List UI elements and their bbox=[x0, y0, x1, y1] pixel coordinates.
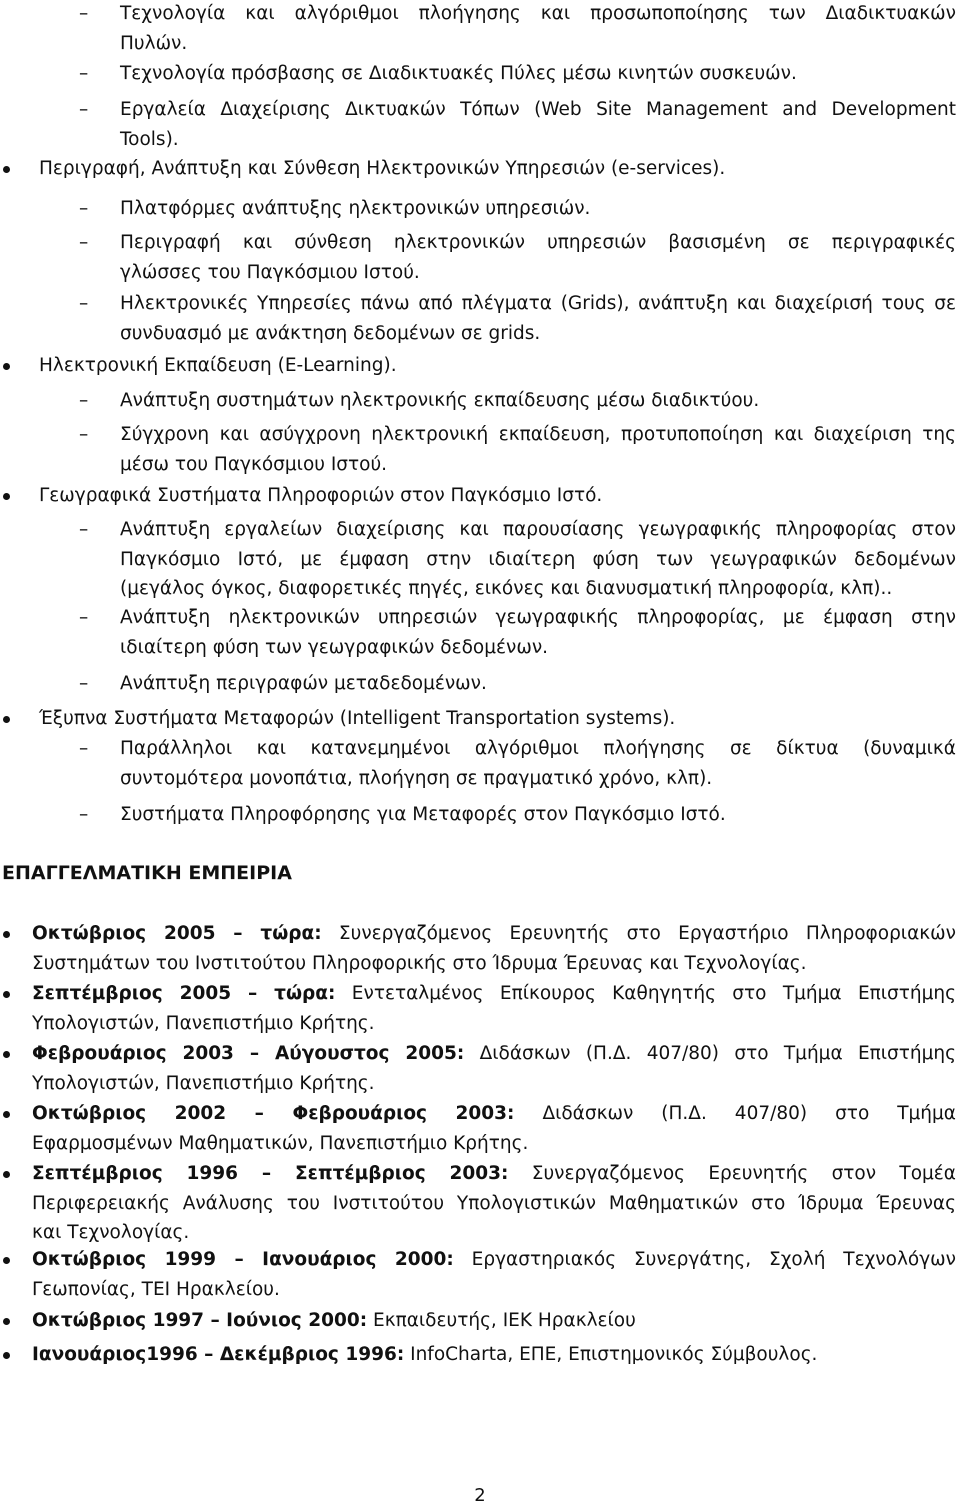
sub-item-line: Πυλών. bbox=[120, 32, 188, 54]
period-colon: : bbox=[446, 1249, 454, 1270]
experience-item bbox=[32, 1307, 956, 1334]
experience-continuation: Εφαρμοσμένων Μαθηματικών, Πανεπιστήμιο Κρήτης. bbox=[32, 1132, 529, 1154]
sub-item-line: συντομότερα μονοπάτια, πλοήγηση σε πραγματικό χρόνο, κλπ). bbox=[120, 767, 713, 789]
experience-period: Οκτώβριος 1999 – Ιανουάριος 2000 bbox=[32, 1249, 447, 1270]
dash-marker: – bbox=[79, 232, 89, 253]
period-colon: : bbox=[396, 1344, 405, 1365]
bullet-icon bbox=[3, 991, 10, 998]
experience-description: Συνεργαζόμενος Ερευνητής στο Εργαστήριο Πληροφοριακών bbox=[338, 923, 956, 944]
topic-line: Ηλεκτρονική Εκπαίδευση (E-Learning). bbox=[39, 355, 397, 376]
period-colon: : bbox=[359, 1310, 368, 1331]
topic-line: Έξυπνα Συστήματα Μεταφορών (Intelligent Transportation systems). bbox=[39, 708, 676, 729]
bullet-icon bbox=[3, 493, 10, 500]
dash-marker: – bbox=[79, 607, 89, 628]
bullet-icon bbox=[3, 166, 10, 173]
experience-item bbox=[32, 920, 956, 947]
dash-marker: – bbox=[79, 673, 89, 694]
sub-item-line: Εργαλεία Διαχείρισης Δικτυακών Τόπων (Web Site Management and Development bbox=[120, 99, 956, 120]
experience-description: Συνεργαζόμενος Ερευνητής στον Τομέα bbox=[531, 1163, 956, 1184]
sub-item-line: μέσω του Παγκόσμιου Ιστού. bbox=[120, 453, 388, 475]
experience-description: Διδάσκων (Π.Δ. 407/80) στο Τμήμα Επιστήμης bbox=[479, 1043, 957, 1064]
sub-item-line: Πλατφόρμες ανάπτυξης ηλεκτρονικών υπηρεσιών. bbox=[120, 198, 591, 219]
dash-marker: – bbox=[79, 738, 89, 759]
sub-item-line: Συστήματα Πληροφόρησης για Μεταφορές στον Παγκόσμιο Ιστό. bbox=[120, 804, 726, 825]
experience-period: Οκτώβριος 2002 – Φεβρουάριος 2003 bbox=[32, 1103, 508, 1124]
experience-continuation: Υπολογιστών, Πανεπιστήμιο Κρήτης. bbox=[32, 1072, 375, 1094]
experience-item bbox=[32, 1341, 956, 1368]
bullet-icon bbox=[3, 931, 10, 938]
experience-description: Εργαστηριακός Συνεργάτης, Σχολή Τεχνολόγων bbox=[471, 1249, 956, 1270]
experience-period: Φεβρουάριος 2003 – Αύγουστος 2005 bbox=[32, 1043, 457, 1064]
bullet-icon bbox=[3, 1051, 10, 1058]
bullet-icon bbox=[3, 1318, 10, 1325]
dash-marker: – bbox=[79, 198, 89, 219]
experience-continuation: Υπολογιστών, Πανεπιστήμιο Κρήτης. bbox=[32, 1012, 375, 1034]
dash-marker: – bbox=[79, 424, 89, 445]
period-colon: : bbox=[507, 1103, 515, 1124]
dash-marker: – bbox=[79, 804, 89, 825]
sub-item-line: γλώσσες του Παγκόσμιου Ιστού. bbox=[120, 261, 420, 283]
dash-marker: – bbox=[79, 99, 89, 120]
sub-item-line: Ηλεκτρονικές Υπηρεσίες πάνω από πλέγματα (Grids), ανάπτυξη και διαχείρισή τους σε bbox=[120, 293, 956, 314]
dash-marker: – bbox=[79, 63, 89, 84]
experience-item bbox=[32, 1160, 956, 1187]
dash-marker: – bbox=[79, 390, 89, 411]
sub-item-line: Περιγραφή και σύνθεση ηλεκτρονικών υπηρεσιών βασισμένη σε περιγραφικές bbox=[120, 232, 956, 253]
sub-item-line: Σύγχρονη και ασύγχρονη ηλεκτρονική εκπαίδευση, προτυποποίηση και διαχείριση της bbox=[120, 424, 956, 445]
sub-item-line: ιδιαίτερη φύση των γεωγραφικών δεδομένων. bbox=[120, 636, 549, 658]
experience-description: Εντεταλμένος Επίκουρος Καθηγητής στο Τμήμα Επιστήμης bbox=[351, 983, 957, 1004]
page-number: 2 bbox=[474, 1485, 486, 1506]
experience-description: Διδάσκων (Π.Δ. 407/80) στο Τμήμα bbox=[542, 1103, 957, 1124]
bullet-icon bbox=[3, 1171, 10, 1178]
experience-period: Σεπτέμβριος 2005 – τώρα bbox=[32, 983, 329, 1004]
dash-marker: – bbox=[79, 3, 89, 24]
sub-item-line: Παράλληλοι και κατανεμημένοι αλγόριθμοι πλοήγησης σε δίκτυα (δυναμικά bbox=[120, 738, 956, 759]
sub-item-line: Τεχνολογία και αλγόριθμοι πλοήγησης και προσωποποίησης των Διαδικτυακών bbox=[120, 3, 956, 24]
section-heading: ΕΠΑΓΓΕΛΜΑΤΙΚΗ ΕΜΠΕΙΡΙΑ bbox=[2, 862, 292, 884]
experience-continuation: Συστημάτων του Ινστιτούτου Πληροφορικής στο Ίδρυμα Έρευνας και Τεχνολογίας. bbox=[32, 952, 807, 974]
dash-marker: – bbox=[79, 519, 89, 540]
sub-item-line: Ανάπτυξη συστημάτων ηλεκτρονικής εκπαίδευσης μέσω διαδικτύου. bbox=[120, 390, 760, 411]
experience-continuation: Γεωπονίας, ΤΕΙ Ηρακλείου. bbox=[32, 1278, 280, 1300]
dash-marker: – bbox=[79, 293, 89, 314]
experience-continuation: Περιφερειακής Ανάλυσης του Ινστιτούτου Υπολογιστικών Μαθηματικών στο Ίδρυμα Έρευνας bbox=[32, 1192, 956, 1214]
bullet-icon bbox=[3, 1257, 10, 1264]
experience-continuation: και Τεχνολογίας. bbox=[32, 1222, 190, 1243]
experience-period: Οκτώβριος 1997 – Ιούνιος 2000 bbox=[32, 1310, 360, 1331]
period-colon: : bbox=[314, 923, 322, 944]
period-colon: : bbox=[328, 983, 336, 1004]
bullet-icon bbox=[3, 1111, 10, 1118]
topic-line: Περιγραφή, Ανάπτυξη και Σύνθεση Ηλεκτρονικών Υπηρεσιών (e-services). bbox=[39, 158, 726, 179]
experience-description: Εκπαιδευτής, ΙΕΚ Ηρακλείου bbox=[373, 1310, 636, 1331]
sub-item-line: Tools). bbox=[120, 128, 179, 150]
experience-period: Οκτώβριος 2005 – τώρα bbox=[32, 923, 315, 944]
experience-item bbox=[32, 1100, 956, 1127]
experience-item bbox=[32, 980, 956, 1007]
topic-line: Γεωγραφικά Συστήματα Πληροφοριών στον Παγκόσμιο Ιστό. bbox=[39, 485, 603, 506]
sub-item-line: συνδυασμό με ανάκτηση δεδομένων σε grids. bbox=[120, 322, 541, 344]
sub-item-line: (μεγάλος όγκος, διαφορετικές πηγές, εικόνες και διανυσματική πληροφορία, κλπ).. bbox=[120, 578, 893, 599]
bullet-icon bbox=[3, 1352, 10, 1359]
experience-item bbox=[32, 1040, 956, 1067]
experience-item bbox=[32, 1246, 956, 1273]
experience-period: Σεπτέμβριος 1996 – Σεπτέμβριος 2003 bbox=[32, 1163, 502, 1184]
sub-item-line: Τεχνολογία πρόσβασης σε Διαδικτυακές Πύλες μέσω κινητών συσκευών. bbox=[120, 63, 797, 84]
sub-item-line: Ανάπτυξη εργαλείων διαχείρισης και παρουσίασης γεωγραφικής πληροφορίας στον bbox=[120, 519, 956, 540]
sub-item-line: Ανάπτυξη περιγραφών μεταδεδομένων. bbox=[120, 673, 487, 694]
period-colon: : bbox=[456, 1043, 465, 1064]
bullet-icon bbox=[3, 716, 10, 723]
sub-item-line: Ανάπτυξη ηλεκτρονικών υπηρεσιών γεωγραφικής πληροφορίας, με έμφαση στην bbox=[120, 607, 956, 628]
period-colon: : bbox=[501, 1163, 509, 1184]
sub-item-line: Παγκόσμιο Ιστό, με έμφαση στην ιδιαίτερη φύση των γεωγραφικών δεδομένων bbox=[120, 548, 956, 570]
bullet-icon bbox=[3, 363, 10, 370]
experience-period: Ιανουάριος1996 – Δεκέμβριος 1996 bbox=[32, 1344, 397, 1365]
experience-description: InfoCharta, ΕΠΕ, Επιστημονικός Σύμβουλος. bbox=[410, 1344, 818, 1365]
